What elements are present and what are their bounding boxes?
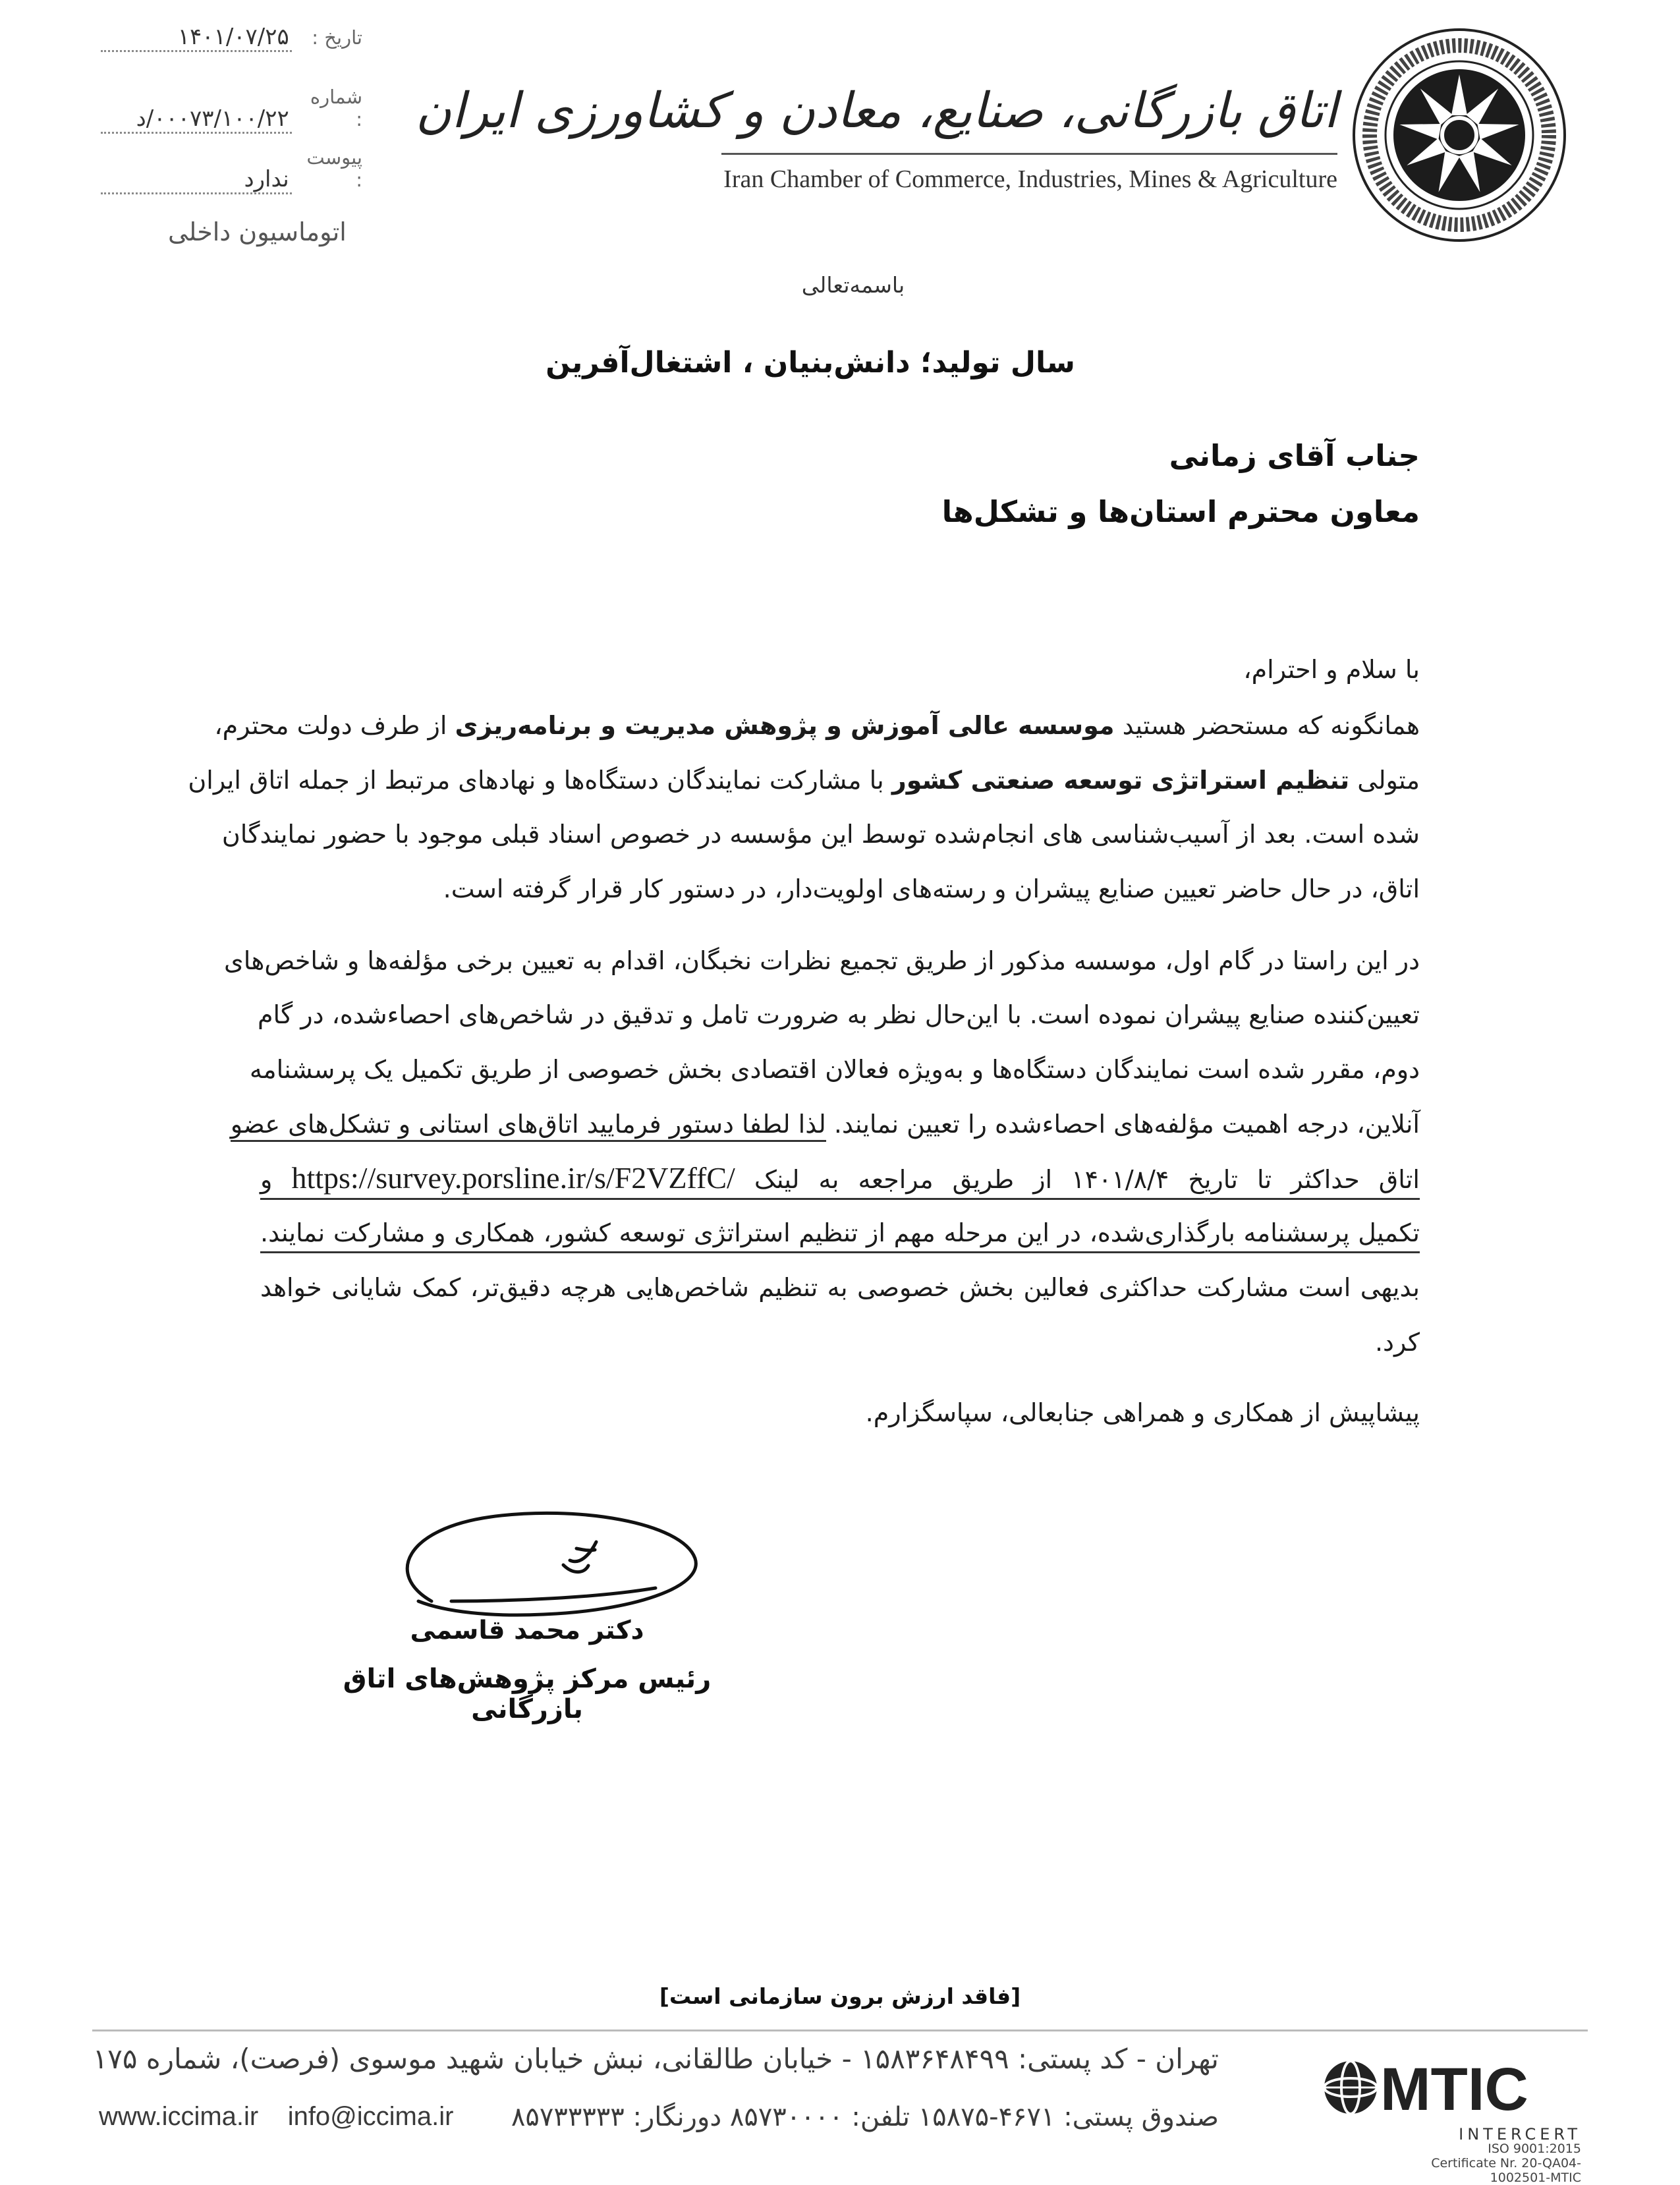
handwritten-signature [379, 1502, 761, 1634]
p2-line-8: کرد. [1374, 1328, 1420, 1357]
cert-line-2: ISO 9001:2015 [1488, 2142, 1581, 2156]
bismillah: باسمه‌تعالی [801, 272, 905, 298]
cert-line-1: INTERCERT [1459, 2125, 1581, 2143]
org-name-english: Iran Chamber of Commerce, Industries, Mines & Agriculture [723, 165, 1337, 193]
closing-line: پیشاپیش از همکاری و همراهی جنابعالی، سپاسگزارم. [865, 1398, 1420, 1427]
p1-line-1: همانگونه که مستحضر هستید موسسه عالی آموزش و پژوهش مدیریت و برنامه‌ریزی از طرف دولت محترم، [214, 711, 1420, 740]
website-link[interactable]: www.iccima.ir [99, 2102, 259, 2131]
attachment-field [99, 146, 362, 194]
request-underlined: لذا لطفا دستور فرمایید اتاق‌های استانی و تشکل‌های عضو [231, 1110, 826, 1142]
strategy-title: تنظیم استراتژی توسعه صنعتی کشور [891, 766, 1350, 795]
postal-address: تهران - کد پستی: ۱۵۸۳۶۴۸۴۹۹ - خیابان طالقانی، نبش خیابان شهید موسوی (فرصت)، شماره ۱۷۵ [92, 2043, 1219, 2075]
recipient-name: جناب آقای زمانی [1169, 438, 1420, 473]
p1-line-3: شده است. بعد از آسیب‌شناسی های انجام‌شده توسط این مؤسسه در خصوص اسناد قبلی موجود با حضور نمایندگان [221, 820, 1420, 849]
signer-name: دکتر محمد قاسمی [410, 1616, 644, 1645]
contact-numbers: صندوق پستی: ۴۶۷۱-۱۵۸۷۵ تلفن: ۸۵۷۳۰۰۰۰ دورنگار: ۸۵۷۳۳۳۳۳ [511, 2102, 1219, 2132]
p2-line-5: اتاق حداکثر تا تاریخ ۱۴۰۱/۸/۴ از طریق مراجعه به لینک https://survey.porsline.ir/s/F2VZffC/ و [260, 1161, 1420, 1200]
p2-line-6: تکمیل پرسشنامه بارگذاری‌شده، در این مرحله مهم از تنظیم استراتژی توسعه کشور، همکاری و مشارکت نمایند. [260, 1216, 1420, 1253]
institute-name: موسسه عالی آموزش و پژوهش مدیریت و برنامه‌ریزی [455, 711, 1115, 740]
survey-link[interactable]: https://survey.porsline.ir/s/F2VZffC/ [291, 1161, 735, 1195]
p2-line-1: در این راستا در گام اول، موسسه مذکور از طریق تجمیع نظرات نخبگان، اقدام به تعیین برخی مؤلفه‌ها و شاخص‌های [224, 946, 1420, 975]
chamber-seal-logo [1351, 26, 1568, 244]
p2-line-7: بدیهی است مشارکت حداکثری فعالین بخش خصوصی به تنظیم شاخص‌هایی هرچه دقیق‌تر، کمک شایانی خواهد [260, 1273, 1420, 1302]
p2-line-2: تعیین‌کننده صنایع پیشران نموده است. با این‌حال نظر به ضرورت تامل و تدقیق در شاخص‌های احصاءشده، در گام [258, 1000, 1420, 1029]
certificate-text [1397, 2127, 1581, 2185]
date-field [99, 24, 362, 52]
signer-title: رئیس مرکز پژوهش‌های اتاق بازرگانی [343, 1664, 712, 1724]
year-slogan: سال تولید؛ دانش‌بنیان ، اشتغال‌آفرین [546, 346, 1075, 380]
p2-line-4: آنلاین، درجه اهمیت مؤلفه‌های احصاءشده را تعیین نمایند. لذا لطفا دستور فرمایید اتاق‌های استانی و تشکل‌های عضو [260, 1107, 1420, 1141]
number-label: شماره : [310, 86, 362, 130]
attachment-label: پیوست : [306, 146, 362, 191]
department-stamp: اتوماسیون داخلی [168, 217, 347, 246]
date-value: ۱۴۰۱/۰۷/۲۵ [101, 24, 292, 52]
header-divider [721, 153, 1337, 155]
email-link[interactable]: info@iccima.ir [287, 2102, 454, 2131]
attachment-value: ندارد [101, 166, 292, 194]
p1-line-2: متولی تنظیم استراتژی توسعه صنعتی کشور با مشارکت نمایندگان دستگاه‌ها و نهادهای مرتبط از جمله اتاق ایران [188, 766, 1420, 795]
recipient-title: معاون محترم استان‌ها و تشکل‌ها [941, 494, 1420, 529]
date-label: تاریخ : [312, 26, 362, 49]
p1-line-4: اتاق، در حال حاضر تعیین صنایع پیشران و رسته‌های اولویت‌دار، در دستور کار قرار گرفته است. [443, 874, 1420, 903]
disclaimer: [فاقد ارزش برون سازمانی است] [659, 1983, 1021, 2009]
mtic-wordmark: MTIC [1380, 2056, 1528, 2123]
number-field [99, 86, 362, 134]
footer-web-contacts [99, 2102, 453, 2132]
footer-divider [92, 2029, 1588, 2031]
greeting: با سلام و احترام، [1243, 655, 1420, 684]
number-value: ۰۰۰۷۳/۱۰۰/۲۲/د [101, 105, 292, 134]
org-name-persian: اتاق بازرگانی، صنایع، معادن و کشاورزی ایران [415, 82, 1337, 139]
p2-line-3: دوم، مقرر شده است نمایندگان دستگاه‌ها و به‌ویژه فعالان اقتصادی بخش خصوصی از طریق تکمیل یک پرسشنامه [249, 1055, 1420, 1084]
cert-line-3: Certificate Nr. 20-QA04-1002501-MTIC [1431, 2156, 1581, 2185]
